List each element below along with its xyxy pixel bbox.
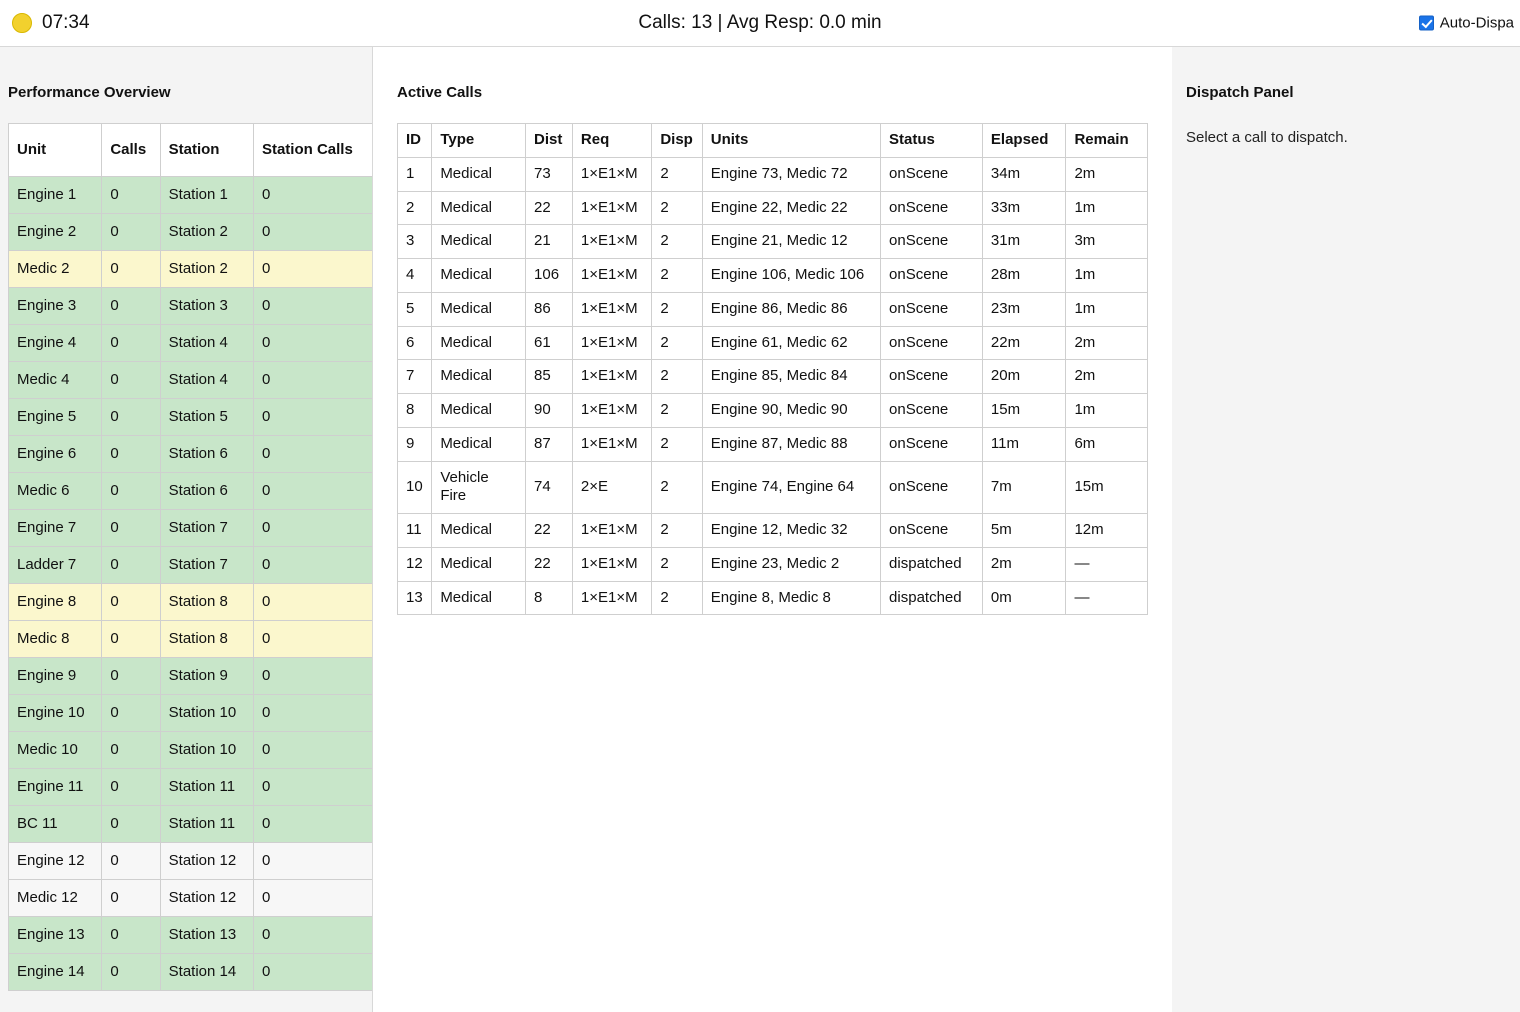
call-id-cell: 2 [398, 191, 432, 225]
performance-body [9, 177, 373, 991]
call-req-cell: 1×E1×M [572, 326, 651, 360]
unit-cell: Engine 7 [9, 510, 102, 547]
call-type-cell: Medical [432, 514, 526, 548]
call-elapsed-cell: 20m [982, 360, 1066, 394]
call-status-cell: onScene [881, 191, 983, 225]
calls-cell: 0 [102, 473, 160, 510]
call-disp-cell: 2 [652, 157, 702, 191]
call-status-cell: dispatched [881, 547, 983, 581]
unit-cell: Medic 6 [9, 473, 102, 510]
station-calls-cell: 0 [253, 843, 372, 880]
call-type-cell: Medical [432, 360, 526, 394]
table-row[interactable] [9, 621, 373, 658]
calls-cell: 0 [102, 288, 160, 325]
unit-cell: Engine 13 [9, 917, 102, 954]
station-cell: Station 8 [160, 584, 253, 621]
call-type-cell: Medical [432, 394, 526, 428]
call-req-cell: 1×E1×M [572, 547, 651, 581]
call-req-cell: 1×E1×M [572, 259, 651, 293]
call-id-cell: 10 [398, 461, 432, 514]
unit-cell: Medic 12 [9, 880, 102, 917]
calls-cell: 0 [102, 362, 160, 399]
clock-group [0, 12, 90, 34]
call-remain-cell: 2m [1066, 360, 1148, 394]
call-type-cell: Medical [432, 547, 526, 581]
call-id-cell: 5 [398, 292, 432, 326]
station-calls-cell: 0 [253, 436, 372, 473]
call-status-cell: onScene [881, 326, 983, 360]
calls-cell: 0 [102, 177, 160, 214]
station-calls-cell: 0 [253, 806, 372, 843]
station-cell: Station 12 [160, 843, 253, 880]
call-units-cell: Engine 23, Medic 2 [702, 547, 880, 581]
unit-cell: Engine 1 [9, 177, 102, 214]
call-summary: Calls: 13 | Avg Resp: 0.0 min [638, 12, 882, 33]
auto-dispatch-label: Auto-Dispa [1439, 14, 1514, 32]
table-row[interactable] [398, 191, 1148, 225]
calls-cell: 0 [102, 510, 160, 547]
call-dist-cell: 90 [526, 394, 573, 428]
call-units-cell: Engine 61, Medic 62 [702, 326, 880, 360]
table-row[interactable] [9, 288, 373, 325]
calls-cell: 0 [102, 658, 160, 695]
table-row[interactable] [398, 461, 1148, 514]
call-units-cell: Engine 85, Medic 84 [702, 360, 880, 394]
table-row[interactable] [9, 399, 373, 436]
table-row[interactable] [9, 695, 373, 732]
unit-cell: Medic 4 [9, 362, 102, 399]
status-indicator-icon [12, 13, 32, 33]
call-dist-cell: 61 [526, 326, 573, 360]
active-calls-header-row [398, 124, 1148, 158]
call-remain-cell: 3m [1066, 225, 1148, 259]
col-dist: Dist [526, 124, 573, 158]
station-calls-cell: 0 [253, 880, 372, 917]
call-type-cell: Medical [432, 292, 526, 326]
station-cell: Station 2 [160, 214, 253, 251]
table-row[interactable] [9, 547, 373, 584]
call-id-cell: 4 [398, 259, 432, 293]
call-status-cell: onScene [881, 514, 983, 548]
call-status-cell: onScene [881, 427, 983, 461]
calls-cell: 0 [102, 806, 160, 843]
calls-cell: 0 [102, 880, 160, 917]
call-id-cell: 7 [398, 360, 432, 394]
call-remain-cell: 2m [1066, 326, 1148, 360]
active-calls-body [398, 157, 1148, 615]
station-cell: Station 10 [160, 695, 253, 732]
station-cell: Station 11 [160, 769, 253, 806]
call-req-cell: 1×E1×M [572, 394, 651, 428]
call-elapsed-cell: 15m [982, 394, 1066, 428]
call-remain-cell: 1m [1066, 259, 1148, 293]
calls-cell: 0 [102, 251, 160, 288]
call-req-cell: 1×E1×M [572, 514, 651, 548]
call-disp-cell: 2 [652, 547, 702, 581]
call-remain-cell: — [1066, 581, 1148, 615]
col-status: Status [881, 124, 983, 158]
station-cell: Station 1 [160, 177, 253, 214]
calls-cell: 0 [102, 954, 160, 991]
call-units-cell: Engine 87, Medic 88 [702, 427, 880, 461]
call-remain-cell: 15m [1066, 461, 1148, 514]
station-cell: Station 8 [160, 621, 253, 658]
unit-cell: Engine 11 [9, 769, 102, 806]
call-elapsed-cell: 31m [982, 225, 1066, 259]
call-type-cell: Medical [432, 157, 526, 191]
active-calls-title: Active Calls [397, 84, 483, 101]
call-dist-cell: 21 [526, 225, 573, 259]
call-elapsed-cell: 23m [982, 292, 1066, 326]
calls-cell: 0 [102, 769, 160, 806]
call-units-cell: Engine 8, Medic 8 [702, 581, 880, 615]
station-cell: Station 3 [160, 288, 253, 325]
call-units-cell: Engine 73, Medic 72 [702, 157, 880, 191]
station-cell: Station 7 [160, 547, 253, 584]
table-row[interactable] [9, 732, 373, 769]
call-id-cell: 11 [398, 514, 432, 548]
station-cell: Station 11 [160, 806, 253, 843]
unit-cell: Ladder 7 [9, 547, 102, 584]
col-unit: Unit [9, 124, 102, 177]
station-cell: Station 6 [160, 473, 253, 510]
call-units-cell: Engine 22, Medic 22 [702, 191, 880, 225]
performance-header-row [9, 124, 373, 177]
table-row[interactable] [398, 157, 1148, 191]
table-row[interactable] [398, 225, 1148, 259]
call-req-cell: 1×E1×M [572, 292, 651, 326]
col-calls: Calls [102, 124, 160, 177]
active-calls-table [397, 123, 1148, 615]
main-layout [0, 47, 1520, 1012]
station-cell: Station 5 [160, 399, 253, 436]
call-elapsed-cell: 2m [982, 547, 1066, 581]
unit-cell: Medic 2 [9, 251, 102, 288]
col-disp: Disp [652, 124, 702, 158]
call-disp-cell: 2 [652, 292, 702, 326]
station-cell: Station 10 [160, 732, 253, 769]
call-req-cell: 1×E1×M [572, 581, 651, 615]
col-remain: Remain [1066, 124, 1148, 158]
call-dist-cell: 86 [526, 292, 573, 326]
unit-cell: Engine 14 [9, 954, 102, 991]
call-disp-cell: 2 [652, 461, 702, 514]
station-calls-cell: 0 [253, 214, 372, 251]
call-disp-cell: 2 [652, 191, 702, 225]
call-units-cell: Engine 86, Medic 86 [702, 292, 880, 326]
table-row[interactable] [9, 510, 373, 547]
unit-cell: Engine 10 [9, 695, 102, 732]
calls-cell: 0 [102, 732, 160, 769]
call-disp-cell: 2 [652, 360, 702, 394]
call-type-cell: Medical [432, 581, 526, 615]
call-units-cell: Engine 106, Medic 106 [702, 259, 880, 293]
station-cell: Station 7 [160, 510, 253, 547]
dispatch-title: Dispatch Panel [1186, 84, 1294, 101]
table-row[interactable] [398, 581, 1148, 615]
col-station: Station [160, 124, 253, 177]
table-row[interactable] [9, 325, 373, 362]
col-elapsed: Elapsed [982, 124, 1066, 158]
call-type-cell: Medical [432, 326, 526, 360]
station-calls-cell: 0 [253, 547, 372, 584]
table-row[interactable] [9, 362, 373, 399]
call-type-cell: Medical [432, 191, 526, 225]
station-calls-cell: 0 [253, 658, 372, 695]
station-calls-cell: 0 [253, 954, 372, 991]
call-status-cell: onScene [881, 360, 983, 394]
table-row[interactable] [398, 514, 1148, 548]
station-calls-cell: 0 [253, 917, 372, 954]
table-row[interactable] [9, 917, 373, 954]
unit-cell: Engine 5 [9, 399, 102, 436]
call-units-cell: Engine 21, Medic 12 [702, 225, 880, 259]
unit-cell: Engine 4 [9, 325, 102, 362]
station-calls-cell: 0 [253, 510, 372, 547]
call-id-cell: 6 [398, 326, 432, 360]
call-dist-cell: 22 [526, 191, 573, 225]
calls-cell: 0 [102, 584, 160, 621]
station-calls-cell: 0 [253, 325, 372, 362]
station-calls-cell: 0 [253, 399, 372, 436]
auto-dispatch-checkbox[interactable] [1419, 16, 1434, 31]
station-calls-cell: 0 [253, 584, 372, 621]
performance-table [8, 123, 373, 991]
station-cell: Station 12 [160, 880, 253, 917]
call-remain-cell: 1m [1066, 292, 1148, 326]
call-disp-cell: 2 [652, 581, 702, 615]
table-row[interactable] [398, 394, 1148, 428]
unit-cell: Medic 10 [9, 732, 102, 769]
call-req-cell: 2×E [572, 461, 651, 514]
call-disp-cell: 2 [652, 514, 702, 548]
call-id-cell: 1 [398, 157, 432, 191]
auto-dispatch-toggle[interactable] [1419, 15, 1514, 32]
call-type-cell: Medical [432, 259, 526, 293]
call-remain-cell: 1m [1066, 394, 1148, 428]
unit-cell: Engine 12 [9, 843, 102, 880]
call-req-cell: 1×E1×M [572, 427, 651, 461]
call-status-cell: dispatched [881, 581, 983, 615]
call-id-cell: 12 [398, 547, 432, 581]
call-id-cell: 13 [398, 581, 432, 615]
call-req-cell: 1×E1×M [572, 191, 651, 225]
call-remain-cell: — [1066, 547, 1148, 581]
station-cell: Station 6 [160, 436, 253, 473]
performance-panel [0, 47, 373, 1012]
call-dist-cell: 8 [526, 581, 573, 615]
table-row[interactable] [9, 436, 373, 473]
dispatch-panel [1172, 47, 1520, 1012]
table-row[interactable] [9, 658, 373, 695]
call-elapsed-cell: 11m [982, 427, 1066, 461]
table-row[interactable] [9, 251, 373, 288]
call-disp-cell: 2 [652, 326, 702, 360]
call-remain-cell: 12m [1066, 514, 1148, 548]
calls-cell: 0 [102, 843, 160, 880]
unit-cell: Engine 3 [9, 288, 102, 325]
station-calls-cell: 0 [253, 177, 372, 214]
call-req-cell: 1×E1×M [572, 360, 651, 394]
unit-cell: Medic 8 [9, 621, 102, 658]
table-row[interactable] [398, 259, 1148, 293]
table-row[interactable] [9, 880, 373, 917]
unit-cell: Engine 2 [9, 214, 102, 251]
call-status-cell: onScene [881, 225, 983, 259]
station-calls-cell: 0 [253, 251, 372, 288]
col-type: Type [432, 124, 526, 158]
call-req-cell: 1×E1×M [572, 225, 651, 259]
calls-cell: 0 [102, 621, 160, 658]
station-calls-cell: 0 [253, 621, 372, 658]
station-calls-cell: 0 [253, 695, 372, 732]
station-cell: Station 4 [160, 325, 253, 362]
col-req: Req [572, 124, 651, 158]
call-id-cell: 3 [398, 225, 432, 259]
unit-cell: Engine 8 [9, 584, 102, 621]
call-dist-cell: 85 [526, 360, 573, 394]
station-calls-cell: 0 [253, 362, 372, 399]
call-remain-cell: 2m [1066, 157, 1148, 191]
call-disp-cell: 2 [652, 225, 702, 259]
station-cell: Station 4 [160, 362, 253, 399]
call-status-cell: onScene [881, 394, 983, 428]
call-dist-cell: 74 [526, 461, 573, 514]
calls-cell: 0 [102, 399, 160, 436]
calls-cell: 0 [102, 436, 160, 473]
call-dist-cell: 87 [526, 427, 573, 461]
unit-cell: Engine 6 [9, 436, 102, 473]
table-row[interactable] [9, 584, 373, 621]
call-type-cell: Medical [432, 225, 526, 259]
call-elapsed-cell: 7m [982, 461, 1066, 514]
station-calls-cell: 0 [253, 769, 372, 806]
table-row[interactable] [9, 177, 373, 214]
dispatch-message: Select a call to dispatch. [1186, 129, 1348, 146]
table-row[interactable] [9, 769, 373, 806]
call-elapsed-cell: 34m [982, 157, 1066, 191]
table-row[interactable] [398, 326, 1148, 360]
active-calls-panel [373, 47, 1172, 1012]
call-dist-cell: 106 [526, 259, 573, 293]
call-elapsed-cell: 33m [982, 191, 1066, 225]
call-type-cell: Medical [432, 427, 526, 461]
station-calls-cell: 0 [253, 732, 372, 769]
table-row[interactable] [398, 292, 1148, 326]
call-status-cell: onScene [881, 461, 983, 514]
call-req-cell: 1×E1×M [572, 157, 651, 191]
calls-cell: 0 [102, 695, 160, 732]
col-units: Units [702, 124, 880, 158]
table-row[interactable] [398, 427, 1148, 461]
top-bar [0, 0, 1520, 47]
table-row[interactable] [9, 843, 373, 880]
call-elapsed-cell: 0m [982, 581, 1066, 615]
unit-cell: BC 11 [9, 806, 102, 843]
table-row[interactable] [9, 473, 373, 510]
calls-cell: 0 [102, 325, 160, 362]
call-disp-cell: 2 [652, 394, 702, 428]
call-dist-cell: 73 [526, 157, 573, 191]
table-row[interactable] [9, 806, 373, 843]
sim-clock: 07:34 [42, 12, 90, 33]
station-cell: Station 13 [160, 917, 253, 954]
table-row[interactable] [398, 360, 1148, 394]
call-units-cell: Engine 74, Engine 64 [702, 461, 880, 514]
call-status-cell: onScene [881, 292, 983, 326]
call-remain-cell: 1m [1066, 191, 1148, 225]
unit-cell: Engine 9 [9, 658, 102, 695]
station-calls-cell: 0 [253, 473, 372, 510]
call-type-cell: Vehicle Fire [432, 461, 526, 514]
call-status-cell: onScene [881, 157, 983, 191]
call-dist-cell: 22 [526, 514, 573, 548]
call-id-cell: 9 [398, 427, 432, 461]
call-elapsed-cell: 5m [982, 514, 1066, 548]
calls-cell: 0 [102, 547, 160, 584]
call-disp-cell: 2 [652, 427, 702, 461]
call-units-cell: Engine 12, Medic 32 [702, 514, 880, 548]
station-cell: Station 2 [160, 251, 253, 288]
station-cell: Station 9 [160, 658, 253, 695]
col-station-calls: Station Calls [253, 124, 372, 177]
table-row[interactable] [398, 547, 1148, 581]
calls-cell: 0 [102, 917, 160, 954]
table-row[interactable] [9, 954, 373, 991]
station-cell: Station 14 [160, 954, 253, 991]
performance-title: Performance Overview [8, 84, 171, 101]
call-id-cell: 8 [398, 394, 432, 428]
station-calls-cell: 0 [253, 288, 372, 325]
call-elapsed-cell: 28m [982, 259, 1066, 293]
call-dist-cell: 22 [526, 547, 573, 581]
col-id: ID [398, 124, 432, 158]
call-elapsed-cell: 22m [982, 326, 1066, 360]
call-units-cell: Engine 90, Medic 90 [702, 394, 880, 428]
table-row[interactable] [9, 214, 373, 251]
call-status-cell: onScene [881, 259, 983, 293]
call-remain-cell: 6m [1066, 427, 1148, 461]
calls-cell: 0 [102, 214, 160, 251]
call-disp-cell: 2 [652, 259, 702, 293]
